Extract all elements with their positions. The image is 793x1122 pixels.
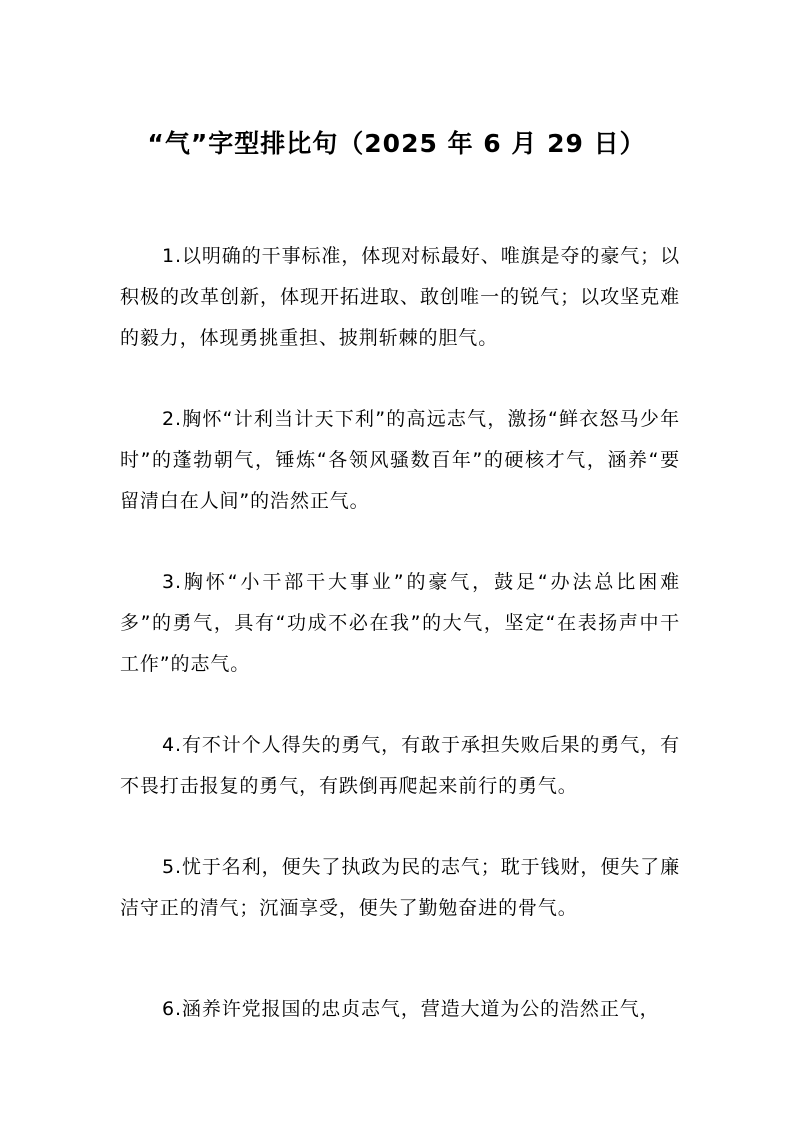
paragraph-5: 5.忧于名利，便失了执政为民的志气；耽于钱财，便失了廉洁守正的清气；沉湎享受，便失了勤勉奋进的骨气。 <box>120 856 680 919</box>
paragraph-6: 6.涵养许党报国的忠贞志气，营造大道为公的浩然正气， <box>162 998 660 1020</box>
paragraph-1: 1.以明确的干事标准，体现对标最好、唯旗是夺的豪气；以积极的改革创新，体现开拓进取、敢创唯一的锐气；以攻坚克难的毅力，体现勇挑重担、披荆斩棘的胆气。 <box>120 245 680 349</box>
paragraph-2: 2.胸怀“计利当计天下利”的高远志气，激扬“鲜衣怒马少年时”的蓬勃朝气，锤炼“各领风骚数百年”的硬核才气，涵养“要留清白在人间”的浩然正气。 <box>120 408 680 512</box>
paragraph-4: 4.有不计个人得失的勇气，有敢于承担失败后果的勇气，有不畏打击报复的勇气，有跌倒再爬起来前行的勇气。 <box>120 734 680 797</box>
paragraph-3: 3.胸怀“小干部干大事业”的豪气，鼓足“办法总比困难多”的勇气，具有“功成不必在我”的大气，坚定“在表扬声中干工作”的志气。 <box>120 571 680 675</box>
document-title: “气”字型排比句（2025 年 6 月 29 日） <box>147 129 646 158</box>
